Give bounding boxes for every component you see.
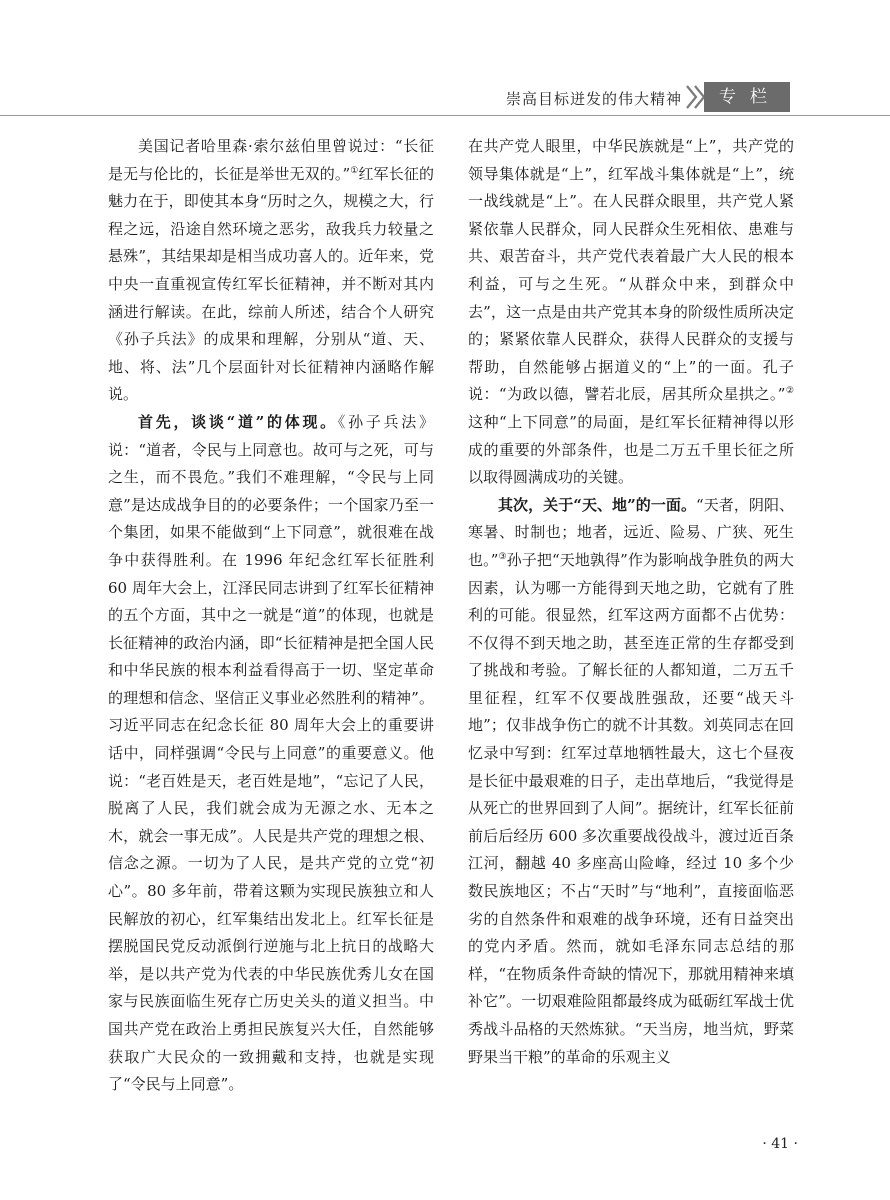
paragraph [108, 133, 434, 409]
footnote-marker[interactable]: ③ [498, 551, 507, 562]
footnote-marker[interactable]: ② [785, 386, 794, 397]
paragraph-text: “天者，阴阳、寒暑、时制也；地者，远近、险易、广狭、死生也。” [468, 495, 795, 569]
left-column [108, 133, 434, 1099]
right-column [468, 133, 794, 1071]
paragraph-text: 红军长征的魅力在于，即使其本身“历时之久，规模之大，行程之远，沿途自然环境之恶劣，敌我兵力较量之悬殊”，其结果却是相当成功喜人的。近年来，党中央一直重视宣传红军长征精神，并不断对其内涵进行解读。在此，综前人所述，结合个人研究《孙子兵法》的成果和理解，分别从“道、天、地、将、法”几个层面针对长征精神内涵略作解说。 [108, 164, 434, 404]
footnote-marker[interactable]: ① [350, 165, 359, 176]
header-divider [0, 115, 890, 116]
running-header [0, 78, 890, 118]
paragraph [108, 409, 434, 1099]
paragraph [468, 133, 794, 492]
section-heading: 其次，关于“天、地”的一面。 [498, 495, 697, 514]
paragraph-text: 美国记者哈里森·索尔兹伯里曾说过：“长征是无与伦比的，长征是举世无双的。” [108, 137, 434, 183]
paragraph-text: 孙子把“天地孰得”作为影响战争胜负的两大因素，认为哪一方能得到天地之助，它就有了胜利的可能。很显然，红军这两方面都不占优势：不仅得不到天地之助，甚至连正常的生存都受到了挑战和考验。了解长征的人都知道，二万五千里征程，红军不仅要战胜强敌，还要“战天斗地”；仅非战争伤亡的就不计其数。刘英同志在回忆录中写到：红军过草地牺牲最大，这七个昼夜是长征中最艰难的日子，走出草地后，“我觉得是从死亡的世界回到了人间”。据统计，红军长征前前后后经历 600 多次重要战役战斗，渡过近百条江河，翻越 40 多座高山险峰，经过 10 多个少数民族地区；不占“天时”与“地利”，直接面临恶劣的自然条件和艰难的战争环境，还有日益突出的党内矛盾。然而，就如毛泽东同志总结的那样，“在物质条件奇缺的情况下，那就用精神来填补它”。一切艰难险阻都最终成为砥砺红军战士优秀战斗品格的天然炼狱。“天当房，地当炕，野菜野果当干粮”的革命的乐观主义 [468, 550, 794, 1066]
header-title: 崇高目标迸发的伟大精神 [505, 90, 682, 108]
paragraph-text: 《孙子兵法》说：“道者，令民与上同意也。故可与之死，可与之生，而不畏危。”我们不难理解，“令民与上同意”是达成战争目的的必要条件；一个国家乃至一个集团，如果不能做到“上下同意”，就很难在战争中获得胜利。在 1996 年纪念红军长征胜利 60 周年大会上，江泽民同志讲到了红军长征精神的五个方面，其中之一就是“道”的体现，也就是长征精神的政治内涵，即“长征精神是把全国人民和中华民族的根本利益看得高于一切、坚定革命的理想和信念、坚信正义事业必然胜利的精神”。习近平同志在纪念长征 80 周年大会上的重要讲话中，同样强调“令民与上同意”的重要意义。他说：“老百姓是天，老百姓是地”，“忘记了人民，脱离了人民，我们就会成为无源之水、无本之木，就会一事无成”。人民是共产党的理想之根、信念之源。一切为了人民，是共产党的立党“初心”。80 多年前，带着这颗为实现民族独立和人民解放的初心，红军集结出发北上。红军长征是摆脱国民党反动派倒行逆施与北上抗日的战略大举，是以共产党为代表的中华民族优秀儿女在国家与民族面临生死存亡历史关头的道义担当。中国共产党在政治上勇担民族复兴大任，自然能够获取广大民众的一致拥戴和支持，也就是实现了“令民与上同意”。 [108, 412, 434, 1094]
paragraph-text: 在共产党人眼里，中华民族就是“上”，共产党的领导集体就是“上”，红军战斗集体就是“上”，统一战线就是“上”。在人民群众眼里，共产党人紧紧依靠人民群众，同人民群众生死相依、患难与共、艰苦奋斗，共产党代表着最广大人民的根本利益，可与之生死。“从群众中来，到群众中去”，这一点是由共产党其本身的阶级性质所决定的；紧紧依靠人民群众，获得人民群众的支援与帮助，自然能够占据道义的“上”的一面。孔子说：“为政以德，譬若北辰，居其所众星拱之。” [468, 137, 794, 404]
column-tag: 专栏 [704, 82, 790, 112]
paragraph-text: 这种“上下同意”的局面，是红军长征精神得以形成的重要的外部条件，也是二万五千里长征之所以取得圆满成功的关键。 [468, 412, 794, 487]
section-heading: 首先，谈谈“道”的体现。 [138, 412, 338, 431]
page-number: · 41 · [762, 1136, 798, 1152]
paragraph [468, 492, 794, 1071]
